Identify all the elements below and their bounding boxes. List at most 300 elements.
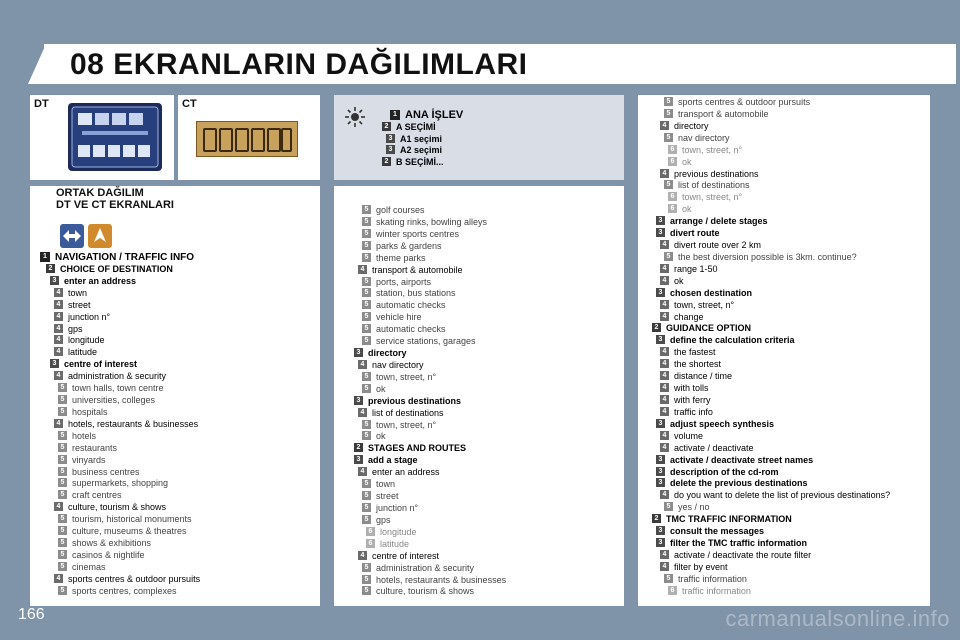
outline-item bbox=[58, 525, 187, 537]
outline-item bbox=[664, 108, 769, 120]
outline-item-text: arrange / delete stages bbox=[670, 216, 768, 227]
ct-glyph bbox=[203, 128, 217, 152]
outline-item bbox=[362, 478, 395, 490]
level-badge: 3 bbox=[656, 216, 665, 225]
outline-item-text: business centres bbox=[72, 466, 140, 477]
outline-item bbox=[668, 144, 742, 156]
level-badge: 5 bbox=[362, 217, 371, 226]
outline-item-text: winter sports centres bbox=[376, 228, 460, 239]
level-badge: 5 bbox=[58, 526, 67, 535]
level-badge: 3 bbox=[354, 348, 363, 357]
outline-item bbox=[358, 359, 424, 371]
level-badge: 4 bbox=[54, 335, 63, 344]
outline-item-text: filter by event bbox=[674, 561, 728, 572]
level-badge: 2 bbox=[382, 157, 391, 166]
ct-glyph bbox=[251, 128, 265, 152]
outline-item bbox=[664, 96, 810, 108]
level-badge: 5 bbox=[58, 478, 67, 487]
outline-item-text: the shortest bbox=[674, 359, 722, 370]
outline-item bbox=[668, 191, 742, 203]
outline-item-text: previous destinations bbox=[368, 395, 462, 406]
level-badge: 4 bbox=[660, 169, 669, 178]
level-badge: 5 bbox=[58, 407, 67, 416]
level-badge: 4 bbox=[54, 347, 63, 356]
outline-item bbox=[656, 525, 764, 537]
outline-item-text: hospitals bbox=[72, 406, 108, 417]
outline-item-text: A SEÇİMİ bbox=[396, 121, 436, 132]
outline-item-text: gps bbox=[68, 323, 83, 334]
outline-item bbox=[656, 215, 768, 227]
outline-item-text: GUIDANCE OPTION bbox=[666, 323, 752, 334]
level-badge: 4 bbox=[54, 312, 63, 321]
outline-item-text: shows & exhibitions bbox=[72, 538, 152, 549]
outline-item-text: list of destinations bbox=[678, 180, 750, 191]
level-badge: 5 bbox=[58, 443, 67, 452]
ct-glyph bbox=[235, 128, 249, 152]
level-badge: 5 bbox=[362, 491, 371, 500]
level-badge: 4 bbox=[660, 407, 669, 416]
outline-item bbox=[58, 489, 122, 501]
outline-item-text: traffic information bbox=[682, 585, 751, 596]
outline-item-text: supermarkets, shopping bbox=[72, 478, 169, 489]
level-badge: 4 bbox=[660, 443, 669, 452]
outline-item bbox=[382, 121, 436, 133]
outline-item-text: divert route bbox=[670, 228, 720, 239]
outline-item-text: culture, museums & theatres bbox=[72, 526, 187, 537]
outline-item bbox=[54, 418, 198, 430]
outline-item bbox=[362, 562, 474, 574]
level-badge: 5 bbox=[362, 563, 371, 572]
outline-item-text: filter the TMC traffic information bbox=[670, 538, 807, 549]
level-badge: 4 bbox=[660, 550, 669, 559]
outline-item bbox=[58, 561, 106, 573]
outline-item bbox=[362, 490, 399, 502]
outline-item-text: hotels, restaurants & businesses bbox=[68, 418, 199, 429]
outline-item-text: ports, airports bbox=[376, 276, 432, 287]
outline-item bbox=[668, 585, 751, 597]
watermark: carmanualsonline.info bbox=[725, 606, 950, 631]
outline-item bbox=[362, 252, 426, 264]
outline-item bbox=[660, 561, 728, 573]
outline-item-text: station, bus stations bbox=[376, 288, 456, 299]
outline-item-text: directory bbox=[674, 120, 709, 131]
outline-item-text: town, street, n° bbox=[682, 192, 743, 203]
outline-item-text: tourism, historical monuments bbox=[72, 514, 192, 525]
outline-item-text: town, street, n° bbox=[682, 144, 743, 155]
outline-item bbox=[58, 406, 108, 418]
sun-icon bbox=[344, 106, 366, 133]
outline-item-text: previous destinations bbox=[674, 168, 759, 179]
level-badge: 5 bbox=[362, 384, 371, 393]
level-badge: 5 bbox=[58, 586, 67, 595]
outline-item-text: centre of interest bbox=[64, 359, 138, 370]
outline-item bbox=[58, 442, 117, 454]
outline-item-text: traffic information bbox=[678, 573, 747, 584]
outline-item bbox=[362, 383, 386, 395]
level-badge: 5 bbox=[362, 575, 371, 584]
outline-item-text: the fastest bbox=[674, 347, 716, 358]
outline-item-text: ok bbox=[674, 275, 684, 286]
outline-item bbox=[386, 133, 442, 145]
level-badge: 5 bbox=[362, 324, 371, 333]
outline-item-text: automatic checks bbox=[376, 324, 446, 335]
outline-item-text: cinemas bbox=[72, 561, 106, 572]
outline-item-text: enter an address bbox=[64, 275, 137, 286]
outline-item bbox=[362, 299, 446, 311]
outline-item-text: town halls, town centre bbox=[72, 383, 164, 394]
level-badge: 6 bbox=[366, 527, 375, 536]
outline-item-text: town bbox=[376, 479, 396, 490]
outline-item bbox=[656, 334, 795, 346]
outline-item bbox=[54, 311, 110, 323]
outline-item-text: craft centres bbox=[72, 490, 122, 501]
outline-item bbox=[362, 240, 442, 252]
outline-item-text: sports centres & outdoor pursuits bbox=[68, 573, 201, 584]
level-badge: 4 bbox=[54, 300, 63, 309]
level-badge: 3 bbox=[354, 455, 363, 464]
outline-item bbox=[362, 311, 422, 323]
outline-item bbox=[664, 179, 750, 191]
outline-item bbox=[656, 454, 813, 466]
level-badge: 5 bbox=[362, 420, 371, 429]
outline-item bbox=[656, 477, 808, 489]
level-badge: 3 bbox=[656, 419, 665, 428]
outline-item-text: A2 seçimi bbox=[400, 145, 443, 156]
level-badge: 5 bbox=[362, 586, 371, 595]
level-badge: 5 bbox=[664, 180, 673, 189]
outline-item-text: latitude bbox=[380, 538, 410, 549]
ct-label: CT bbox=[182, 98, 197, 110]
outline-item bbox=[362, 276, 431, 288]
outline-item bbox=[50, 275, 136, 287]
level-badge: 3 bbox=[354, 396, 363, 405]
level-badge: 3 bbox=[656, 335, 665, 344]
outline-item-text: casinos & nightlife bbox=[72, 550, 145, 560]
level-badge: 3 bbox=[50, 359, 59, 368]
outline-item bbox=[354, 395, 461, 407]
outline-item-text: adjust speech synthesis bbox=[670, 418, 775, 429]
ct-glyph bbox=[267, 128, 281, 152]
outline-item bbox=[660, 382, 709, 394]
ct-glyph bbox=[281, 128, 292, 152]
outline-item bbox=[660, 168, 759, 180]
outline-item bbox=[362, 371, 436, 383]
outline-item-text: with ferry bbox=[674, 395, 711, 405]
level-badge: 4 bbox=[358, 467, 367, 476]
outline-item-text: do you want to delete the list of previous destinations? bbox=[674, 490, 891, 501]
level-badge: 2 bbox=[46, 264, 55, 273]
outline-item-text: sports centres & outdoor pursuits bbox=[678, 97, 811, 107]
outline-item bbox=[656, 227, 720, 239]
dt-label: DT bbox=[34, 98, 49, 110]
level-badge: 4 bbox=[660, 395, 669, 404]
outline-item bbox=[660, 489, 890, 501]
outline-item-text: transport & automobile bbox=[678, 108, 769, 119]
outline-item bbox=[656, 466, 779, 478]
outline-item bbox=[652, 322, 751, 334]
outline-item bbox=[58, 430, 96, 442]
level-badge: 4 bbox=[660, 121, 669, 130]
outline-item-text: nav directory bbox=[372, 359, 424, 370]
level-badge: 6 bbox=[668, 192, 677, 201]
navigation-dt-icon bbox=[60, 224, 84, 248]
outline-item-text: administration & security bbox=[376, 562, 475, 573]
level-badge: 5 bbox=[664, 97, 673, 106]
level-badge: 5 bbox=[664, 252, 673, 261]
outline-item-text: vinyards bbox=[72, 454, 106, 465]
level-badge: 4 bbox=[358, 360, 367, 369]
outline-item bbox=[362, 228, 459, 240]
outline-item bbox=[362, 514, 391, 526]
outline-item-text: nav directory bbox=[678, 132, 730, 143]
outline-item bbox=[54, 573, 200, 585]
outline-item bbox=[46, 263, 173, 275]
page-number: 166 bbox=[18, 606, 45, 623]
level-badge: 5 bbox=[362, 503, 371, 512]
outline-item-text: yes / no bbox=[678, 502, 710, 513]
level-badge: 5 bbox=[362, 288, 371, 297]
outline-item-text: description of the cd-rom bbox=[670, 466, 779, 477]
outline-item-text: ok bbox=[682, 156, 692, 167]
level-badge: 4 bbox=[660, 490, 669, 499]
outline-item bbox=[58, 513, 192, 525]
level-badge: 5 bbox=[58, 383, 67, 392]
outline-item-text: distance / time bbox=[674, 371, 733, 382]
outline-item-text: town, street, n° bbox=[376, 419, 437, 430]
outline-item-text: vehicle hire bbox=[376, 312, 422, 323]
legend-panel bbox=[334, 95, 624, 180]
level-badge: 3 bbox=[656, 526, 665, 535]
navigation-ct-icon bbox=[88, 224, 112, 248]
outline-item bbox=[358, 466, 440, 478]
outline-item bbox=[660, 549, 811, 561]
outline-item-text: ANA İŞLEV bbox=[405, 109, 464, 121]
page-title: 08 EKRANLARIN DAĞILIMLARI bbox=[70, 48, 528, 81]
outline-item bbox=[664, 251, 857, 263]
level-badge: 4 bbox=[660, 300, 669, 309]
outline-item bbox=[366, 526, 417, 538]
outline-item-text: junction n° bbox=[68, 311, 111, 322]
outline-item bbox=[362, 574, 506, 586]
level-badge: 5 bbox=[362, 241, 371, 250]
outline-item-text: define the calculation criteria bbox=[670, 335, 795, 346]
outline-item bbox=[54, 334, 105, 346]
level-badge: 4 bbox=[660, 276, 669, 285]
outline-item-text: restaurants bbox=[72, 442, 118, 453]
level-badge: 4 bbox=[660, 359, 669, 368]
outline-item-text: longitude bbox=[68, 335, 105, 346]
level-badge: 4 bbox=[660, 371, 669, 380]
outline-item-text: service stations, garages bbox=[376, 336, 476, 347]
outline-item bbox=[660, 299, 734, 311]
outline-item bbox=[58, 477, 168, 489]
outline-item-text: universities, colleges bbox=[72, 395, 156, 406]
dt-screen-illustration bbox=[68, 103, 162, 171]
level-badge: 5 bbox=[58, 562, 67, 571]
level-badge: 4 bbox=[358, 408, 367, 417]
outline-item bbox=[54, 346, 97, 358]
level-badge: 2 bbox=[652, 514, 661, 523]
outline-item-text: town, street, n° bbox=[376, 371, 437, 382]
outline-item bbox=[58, 466, 140, 478]
level-badge: 5 bbox=[362, 300, 371, 309]
level-badge: 5 bbox=[362, 277, 371, 286]
level-badge: 3 bbox=[656, 228, 665, 237]
level-badge: 5 bbox=[58, 431, 67, 440]
outline-item bbox=[656, 418, 774, 430]
outline-item bbox=[58, 394, 155, 406]
outline-item bbox=[358, 550, 439, 562]
level-badge: 5 bbox=[362, 372, 371, 381]
outline-item-text: directory bbox=[368, 348, 407, 359]
outline-item bbox=[362, 502, 418, 514]
level-badge: 5 bbox=[362, 205, 371, 214]
outline-item bbox=[668, 203, 692, 215]
level-badge: 4 bbox=[660, 383, 669, 392]
outline-item bbox=[58, 537, 151, 549]
dt-screen-icons bbox=[68, 103, 162, 171]
outline-item-text: parks & gardens bbox=[376, 240, 442, 251]
outline-item bbox=[660, 346, 716, 358]
ortak-heading-2: DT VE CT EKRANLARI bbox=[56, 199, 174, 211]
outline-item bbox=[656, 537, 807, 549]
outline-item-text: CHOICE OF DESTINATION bbox=[60, 263, 173, 274]
outline-item-text: activate / deactivate street names bbox=[670, 454, 814, 465]
outline-item-text: change bbox=[674, 311, 704, 322]
outline-item-text: centre of interest bbox=[372, 550, 440, 561]
level-badge: 4 bbox=[54, 502, 63, 511]
outline-item-text: delete the previous destinations bbox=[670, 478, 808, 489]
outline-item-text: with tolls bbox=[674, 383, 709, 394]
outline-item bbox=[358, 407, 444, 419]
level-badge: 4 bbox=[358, 265, 367, 274]
level-badge: 3 bbox=[656, 288, 665, 297]
level-badge: 3 bbox=[386, 134, 395, 143]
outline-item bbox=[656, 287, 752, 299]
outline-item bbox=[660, 120, 709, 132]
outline-item-text: theme parks bbox=[376, 252, 426, 263]
level-badge: 4 bbox=[54, 324, 63, 333]
outline-item bbox=[58, 454, 106, 466]
level-badge: 5 bbox=[362, 479, 371, 488]
outline-item bbox=[664, 573, 747, 585]
outline-item-text: town bbox=[68, 287, 88, 298]
outline-item-text: longitude bbox=[380, 526, 417, 537]
level-badge: 4 bbox=[660, 264, 669, 273]
outline-item-text: volume bbox=[674, 430, 704, 441]
outline-item-text: divert route over 2 km bbox=[674, 240, 762, 251]
outline-item bbox=[58, 382, 164, 394]
level-badge: 5 bbox=[58, 538, 67, 547]
outline-item bbox=[362, 335, 476, 347]
outline-item-text: enter an address bbox=[372, 467, 440, 478]
level-badge: 5 bbox=[58, 514, 67, 523]
outline-item-text: add a stage bbox=[368, 455, 418, 466]
level-badge: 6 bbox=[668, 586, 677, 595]
outline-item-text: latitude bbox=[68, 347, 98, 358]
level-badge: 5 bbox=[58, 455, 67, 464]
level-badge: 4 bbox=[54, 574, 63, 583]
outline-item-text: consult the messages bbox=[670, 526, 765, 537]
outline-item bbox=[660, 442, 754, 454]
outline-item-text: culture, tourism & shows bbox=[68, 502, 167, 513]
level-badge: 3 bbox=[656, 478, 665, 487]
outline-item bbox=[54, 501, 166, 513]
outline-item bbox=[652, 513, 792, 525]
outline-item bbox=[362, 585, 474, 597]
outline-item bbox=[660, 358, 721, 370]
outline-item-text: traffic info bbox=[674, 406, 713, 417]
outline-item bbox=[40, 251, 194, 263]
outline-item-text: NAVIGATION / TRAFFIC INFO bbox=[55, 252, 195, 263]
level-badge: 5 bbox=[664, 574, 673, 583]
outline-item bbox=[58, 549, 145, 561]
level-badge: 1 bbox=[40, 252, 50, 262]
outline-item bbox=[58, 585, 177, 597]
outline-item-text: golf courses bbox=[376, 205, 425, 215]
level-badge: 3 bbox=[50, 276, 59, 285]
outline-item bbox=[660, 263, 718, 275]
outline-item bbox=[386, 144, 442, 156]
level-badge: 5 bbox=[58, 550, 67, 559]
outline-item bbox=[664, 132, 730, 144]
outline-item bbox=[660, 311, 704, 323]
level-badge: 3 bbox=[386, 145, 395, 154]
outline-item-text: hotels, restaurants & businesses bbox=[376, 574, 507, 585]
outline-item-text: street bbox=[68, 299, 91, 310]
level-badge: 5 bbox=[664, 502, 673, 511]
outline-item-text: street bbox=[376, 491, 399, 502]
level-badge: 2 bbox=[652, 323, 661, 332]
level-badge: 3 bbox=[656, 538, 665, 547]
level-badge: 4 bbox=[660, 431, 669, 440]
outline-item bbox=[362, 430, 386, 442]
outline-item bbox=[54, 370, 166, 382]
level-badge: 4 bbox=[54, 371, 63, 380]
ortak-heading-1: ORTAK DAĞILIM bbox=[56, 187, 144, 199]
level-badge: 5 bbox=[362, 431, 371, 440]
outline-item bbox=[366, 538, 409, 550]
outline-item-text: sports centres, complexes bbox=[72, 585, 177, 596]
outline-item bbox=[660, 239, 761, 251]
outline-item-text: list of destinations bbox=[372, 407, 444, 418]
ct-screen-illustration bbox=[196, 121, 298, 157]
level-badge: 5 bbox=[58, 490, 67, 499]
level-badge: 6 bbox=[366, 539, 375, 548]
outline-item-text: range 1-50 bbox=[674, 263, 718, 274]
outline-item-text: skating rinks, bowling alleys bbox=[376, 216, 488, 227]
level-badge: 5 bbox=[664, 133, 673, 142]
outline-item bbox=[54, 299, 91, 311]
outline-item-text: gps bbox=[376, 514, 391, 525]
outline-item bbox=[668, 156, 692, 168]
outline-item bbox=[660, 394, 711, 406]
outline-item-text: automatic checks bbox=[376, 300, 446, 311]
outline-item bbox=[362, 419, 436, 431]
level-badge: 4 bbox=[660, 312, 669, 321]
outline-item-text: administration & security bbox=[68, 371, 167, 382]
outline-item-text: chosen destination bbox=[670, 287, 753, 298]
level-badge: 3 bbox=[656, 455, 665, 464]
level-badge: 5 bbox=[362, 229, 371, 238]
outline-item-text: STAGES AND ROUTES bbox=[368, 443, 467, 454]
level-badge: 5 bbox=[362, 253, 371, 262]
level-badge: 4 bbox=[54, 419, 63, 428]
outline-item bbox=[660, 406, 713, 418]
outline-item bbox=[54, 287, 87, 299]
outline-item bbox=[660, 275, 684, 287]
level-badge: 6 bbox=[668, 157, 677, 166]
